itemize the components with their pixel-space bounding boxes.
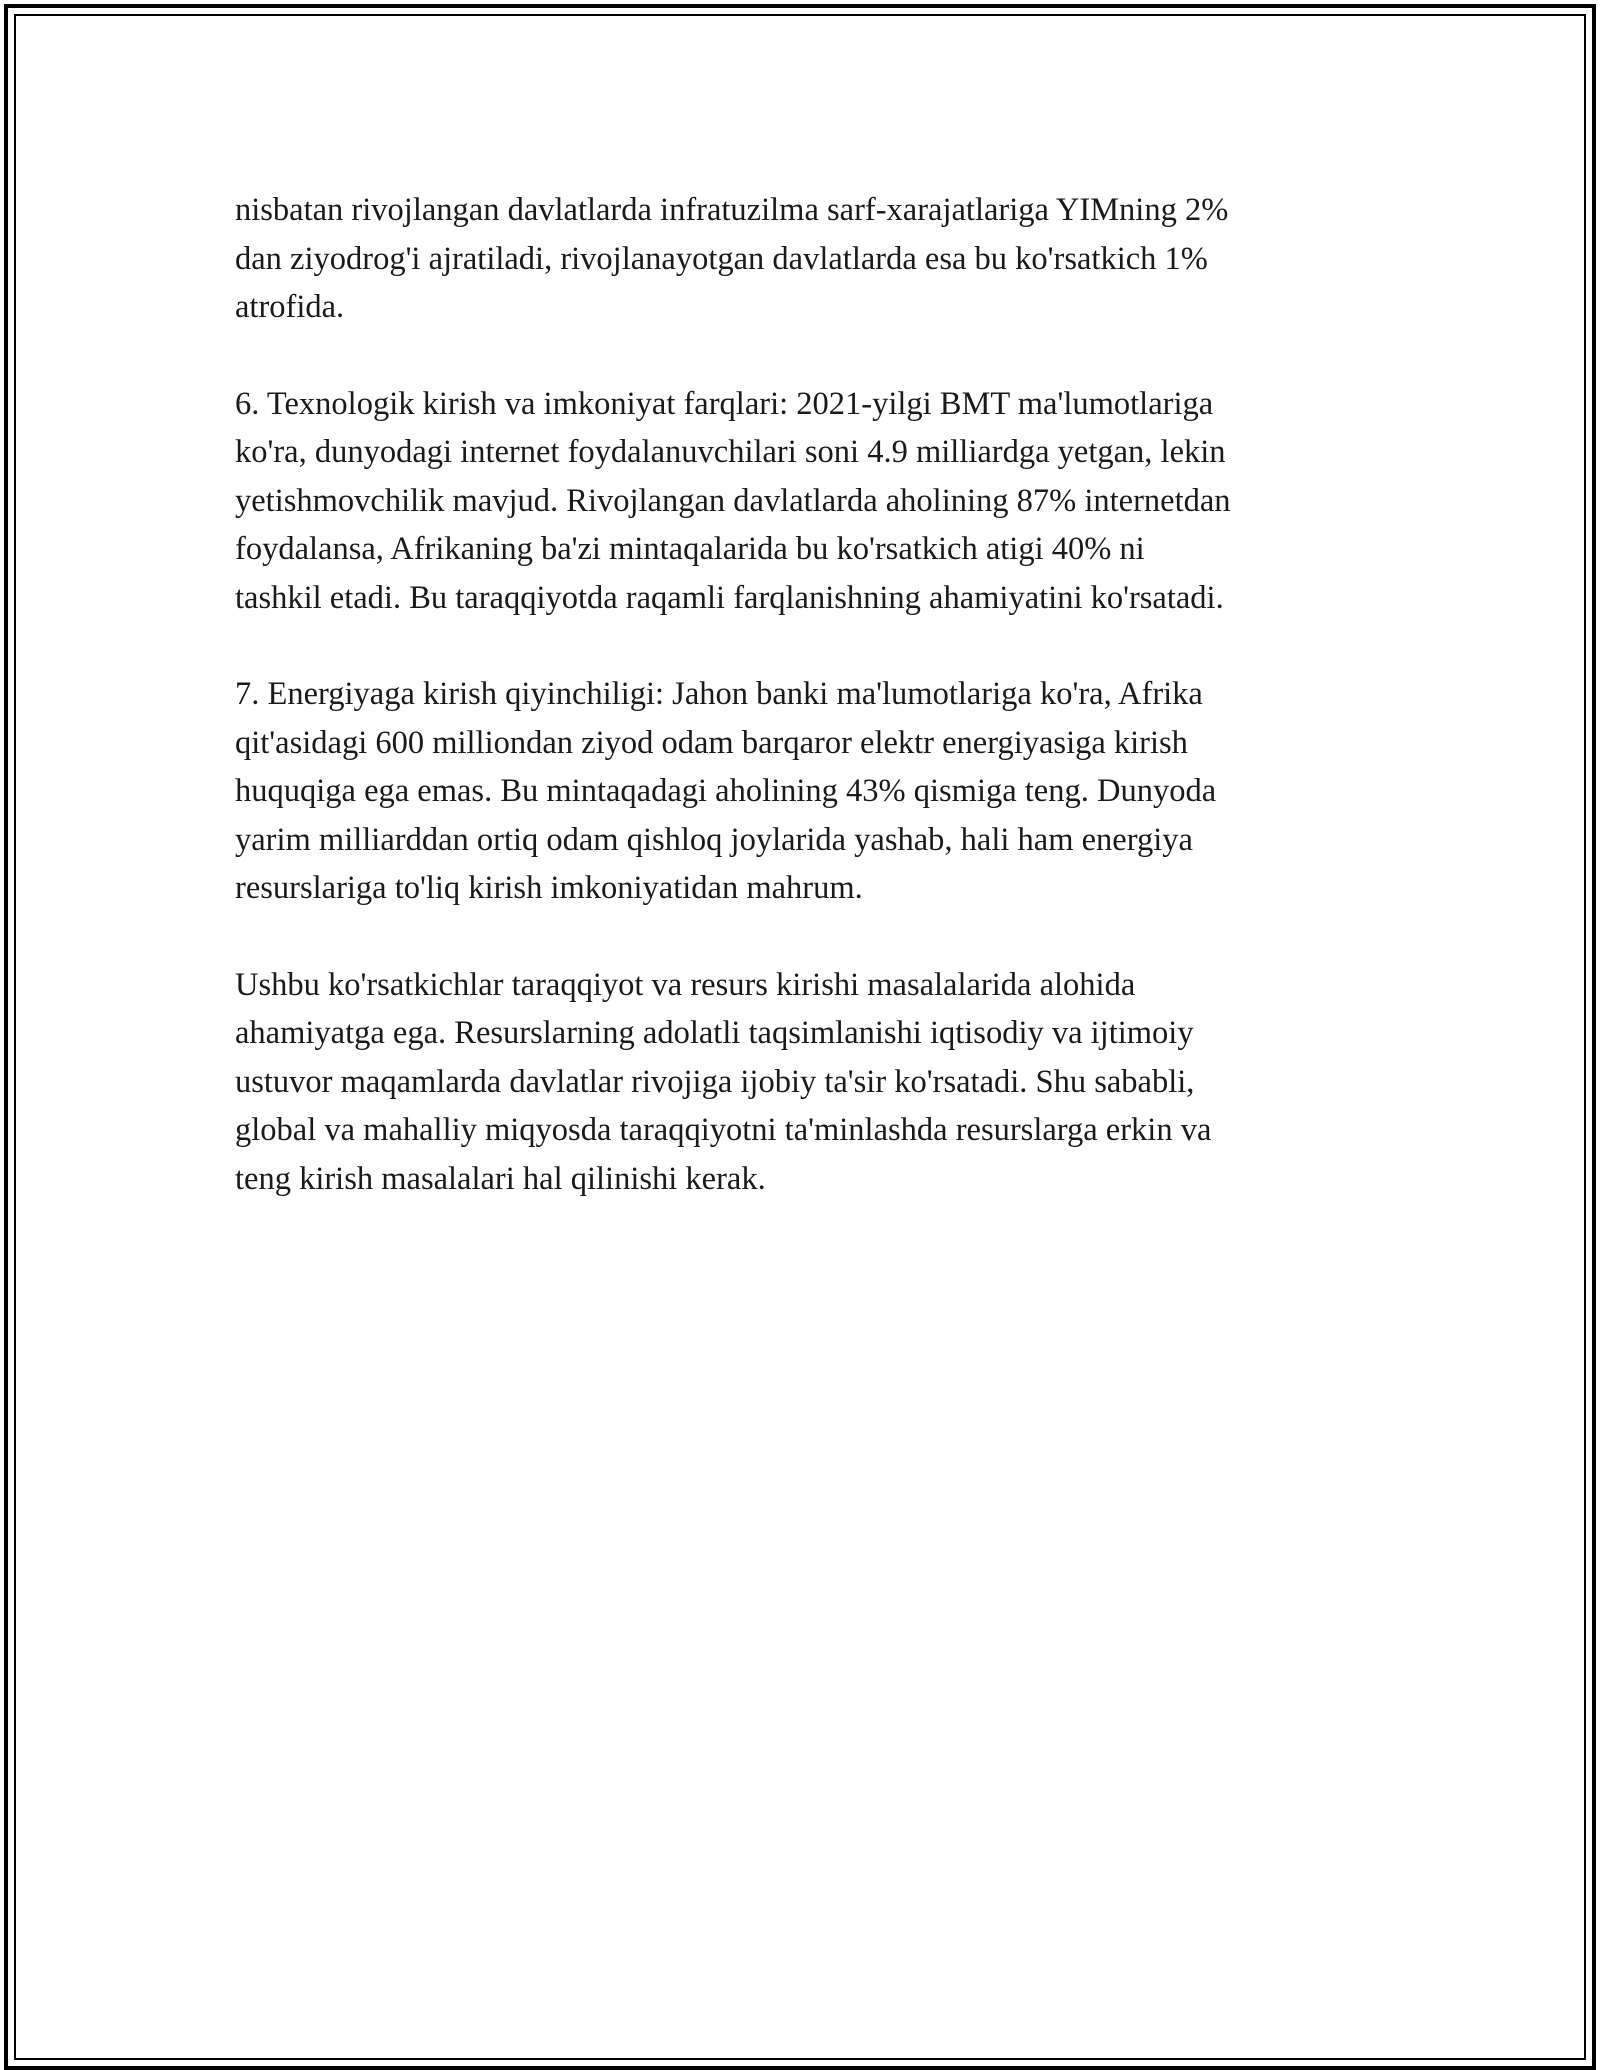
paragraph-energy-access: 7. Energiyaga kirish qiyinchiligi: Jahon banki ma'lumotlariga ko'ra, Afrika qit'asidagi 600 milliondan ziyod odam barqaror elektr energiyasiga kirish huquqiga ega emas. Bu mintaqadagi aholining 43% qismiga teng. Dunyoda yarim milliarddan ortiq odam qishloq joylarida yashab, hali ham energiya resurslariga to'liq kirish imkoniyatidan mahrum.: [235, 676, 1217, 906]
paragraph-conclusion: Ushbu ko'rsatkichlar taraqqiyot va resurs kirishi masalalarida alohida ahamiyatga ega. Resurslarning adolatli taqsimlanishi iqtisodiy va ijtimoiy ustuvor maqamlarda davlatlar rivojiga ijobiy ta'sir ko'rsatadi. Shu sababli, global va mahalliy miqyosda taraqqiyotni ta'minlashda resurslarga erkin va teng kirish masalalari hal qilinishi kerak.: [235, 966, 1212, 1197]
document-body: [235, 186, 1365, 1251]
paragraph-technological-access: 6. Texnologik kirish va imkoniyat farqlari: 2021-yilgi BMT ma'lumotlariga ko'ra, dunyodagi internet foydalanuvchilari soni 4.9 milliardga yetgan, lekin yetishmovchilik mavjud. Rivojlangan davlatlarda aholining 87% internetdan foydalansa, Afrikaning ba'zi mintaqalarida bu ko'rsatkich atigi 40% ni tashkil etadi. Bu taraqqiyotda raqamli farqlanishning ahamiyatini ko'rsatadi.: [235, 385, 1231, 616]
paragraph-infrastructure-spending: nisbatan rivojlangan davlatlarda infratuzilma sarf-xarajatlariga YIMning 2% dan ziyodrog'i ajratiladi, rivojlanayotgan davlatlarda esa bu ko'rsatkich 1% atrofida.: [235, 192, 1229, 325]
